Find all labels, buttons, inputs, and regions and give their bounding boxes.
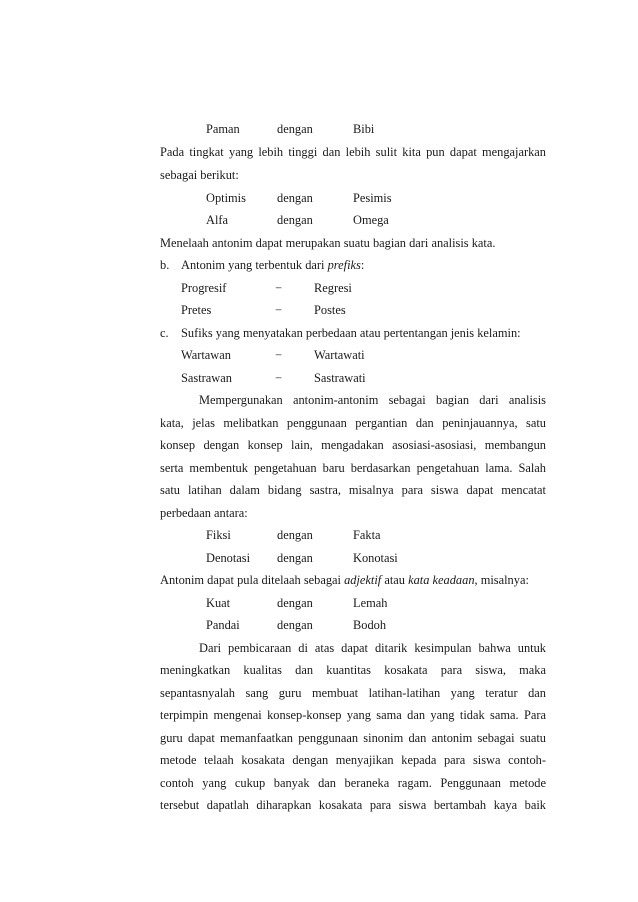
- pair-left: Sastrawan: [181, 371, 232, 385]
- paragraph-line: Dari pembicaraan di atas dapat ditarik kesimpulan bahwa untuk: [199, 641, 546, 655]
- paragraph-line: konsep dengan konsep lain, mengadakan asosiasi-asosiasi, membangun: [160, 438, 546, 452]
- paragraph-line: guru dapat memanfaatkan penggunaan sinonim dan antonim sebagai suatu: [160, 731, 546, 745]
- pair-left: Pandai: [206, 618, 240, 632]
- pair-left: Denotasi: [206, 551, 251, 565]
- pair-right: Pesimis: [353, 191, 392, 205]
- paragraph-line: sepantasnyalah sang guru membuat latihan-latihan yang teratur dan: [160, 686, 546, 700]
- pair-connector: dengan: [277, 213, 313, 227]
- pair-dash: −: [275, 281, 282, 295]
- paragraph-line: serta membentuk pengetahuan baru berdasarkan pengetahuan lama. Salah: [160, 461, 546, 475]
- paragraph-line: meningkatkan kualitas dan kuantitas kosakata para siswa, maka: [160, 663, 546, 677]
- pair-connector: dengan: [277, 191, 313, 205]
- pair-connector: dengan: [277, 551, 313, 565]
- paragraph-line: metode telaah kosakata dengan menyajikan kepada para siswa contoh-: [160, 753, 546, 767]
- list-marker: b.: [160, 258, 170, 272]
- paragraph-line: Antonim dapat pula ditelaah sebagai adjektif atau kata keadaan, misalnya:: [160, 573, 529, 587]
- paragraph-line: Menelaah antonim dapat merupakan suatu bagian dari analisis kata.: [160, 236, 496, 250]
- pair-right: Postes: [314, 303, 346, 317]
- italic-term: prefiks: [327, 258, 361, 272]
- paragraph-line: satu latihan dalam bidang sastra, misalnya para siswa dapat mencatat: [160, 483, 546, 497]
- pair-right: Sastrawati: [314, 371, 366, 385]
- paragraph-line: kata, jelas melibatkan penggunaan pergantian dan peninjauannya, satu: [160, 416, 546, 430]
- pair-left: Optimis: [206, 191, 246, 205]
- paragraph-line: tersebut dapatlah diharapkan kosakata para siswa bertambah kaya baik: [160, 798, 546, 812]
- pair-dash: −: [275, 371, 282, 385]
- pair-right: Bibi: [353, 122, 375, 136]
- paragraph-line: terpimpin mengenai konsep-konsep yang sama dan yang tidak sama. Para: [160, 708, 546, 722]
- pair-right: Fakta: [353, 528, 381, 542]
- pair-left: Wartawan: [181, 348, 231, 362]
- pair-right: Regresi: [314, 281, 352, 295]
- paragraph-line: perbedaan antara:: [160, 506, 248, 520]
- pair-connector: dengan: [277, 528, 313, 542]
- italic-term: adjektif: [344, 573, 382, 587]
- pair-connector: dengan: [277, 122, 313, 136]
- pair-right: Lemah: [353, 596, 388, 610]
- pair-left: Fiksi: [206, 528, 231, 542]
- pair-dash: −: [275, 303, 282, 317]
- list-item-text: Antonim yang terbentuk dari prefiks:: [181, 258, 365, 272]
- pair-right: Wartawati: [314, 348, 365, 362]
- pair-right: Konotasi: [353, 551, 398, 565]
- pair-left: Pretes: [181, 303, 212, 317]
- pair-left: Paman: [206, 122, 240, 136]
- paragraph-line: Pada tingkat yang lebih tinggi dan lebih sulit kita pun dapat mengajarkan: [160, 145, 546, 159]
- italic-term: kata keadaan: [408, 573, 475, 587]
- paragraph-line: contoh yang cukup banyak dan beraneka ragam. Penggunaan metode: [160, 776, 546, 790]
- list-marker: c.: [160, 326, 169, 340]
- paragraph-line: sebagai berikut:: [160, 168, 239, 182]
- pair-connector: dengan: [277, 596, 313, 610]
- pair-left: Progresif: [181, 281, 227, 295]
- pair-connector: dengan: [277, 618, 313, 632]
- pair-right: Bodoh: [353, 618, 387, 632]
- pair-right: Omega: [353, 213, 389, 227]
- paragraph-line: Mempergunakan antonim-antonim sebagai bagian dari analisis: [199, 393, 546, 407]
- pair-dash: −: [275, 348, 282, 362]
- pair-left: Kuat: [206, 596, 231, 610]
- pair-left: Alfa: [206, 213, 229, 227]
- list-item-text: Sufiks yang menyatakan perbedaan atau pertentangan jenis kelamin:: [181, 326, 521, 340]
